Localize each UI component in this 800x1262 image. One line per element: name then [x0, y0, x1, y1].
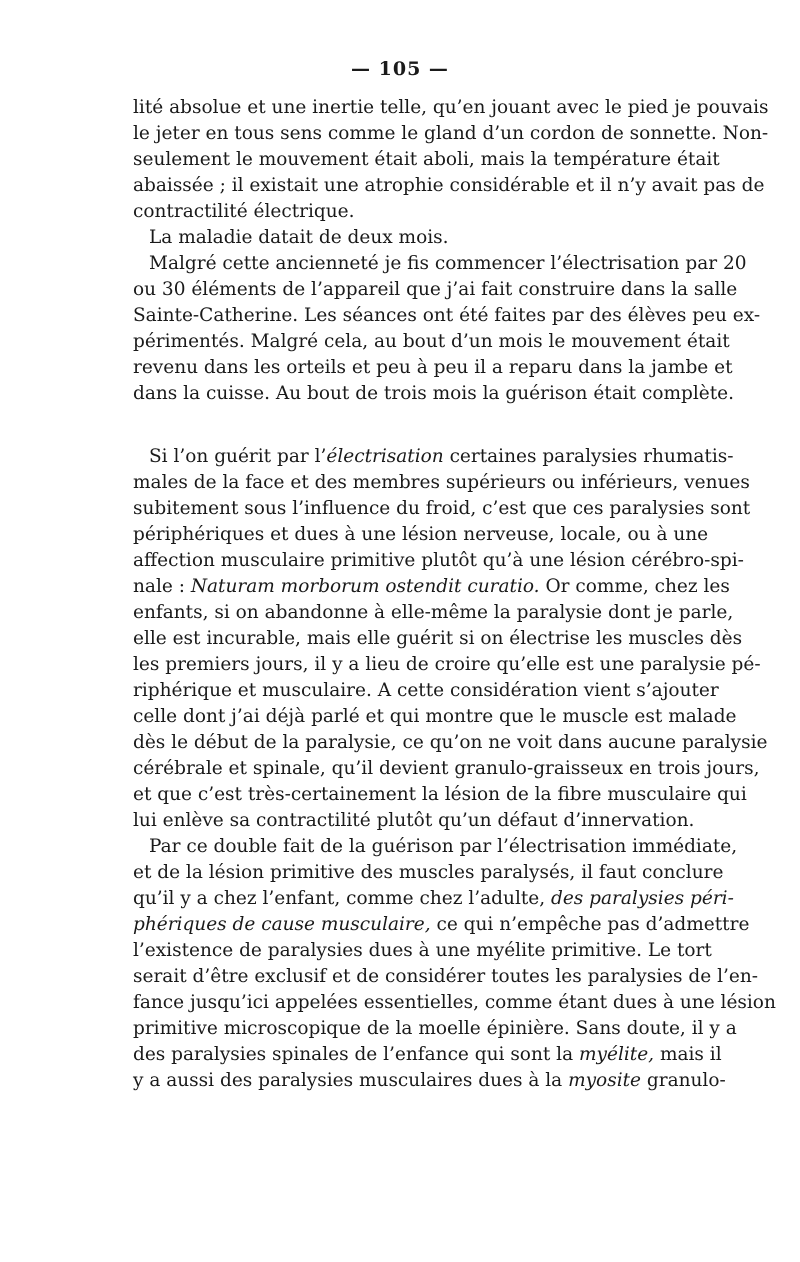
italic-text: électrisation: [326, 446, 444, 467]
text-block-bottom: [133, 444, 776, 1094]
text-line: [133, 381, 734, 407]
text-segment: et de la lésion primitive des muscles paralysés, il faut conclure: [133, 862, 724, 883]
text-segment: enfants, si on abandonne à elle-même la paralysie dont je parle,: [133, 602, 734, 623]
text-segment: dès le début de la paralysie, ce qu’on ne voit dans aucune paralysie: [133, 732, 768, 753]
text-line: [133, 704, 737, 730]
text-line: [133, 277, 738, 303]
text-segment: mais il: [654, 1044, 722, 1065]
text-line: [133, 964, 759, 990]
text-segment: des paralysies spinales de l’enfance qui sont la: [133, 1044, 580, 1065]
text-line: [133, 1068, 726, 1094]
text-segment: affection musculaire primitive plutôt qu’à une lésion cérébro-spi-: [133, 550, 744, 571]
text-segment: riphérique et musculaire. A cette considération vient s’ajouter: [133, 680, 719, 701]
text-segment: granulo-: [641, 1070, 726, 1091]
text-segment: périmentés. Malgré cela, au bout d’un mois le mouvement était: [133, 331, 730, 352]
text-segment: primitive microscopique de la moelle épinière. Sans doute, il y a: [133, 1018, 737, 1039]
page-number: — 105 —: [351, 58, 449, 80]
text-segment: cérébrale et spinale, qu’il devient granulo-graisseux en trois jours,: [133, 758, 760, 779]
text-segment: La maladie datait de deux mois.: [149, 227, 449, 248]
text-line: [133, 678, 719, 704]
text-segment: fance jusqu’ici appelées essentielles, comme étant dues à une lésion: [133, 992, 776, 1013]
paragraph: [133, 834, 776, 1094]
text-line: [133, 225, 681, 251]
text-segment: dans la cuisse. Au bout de trois mois la guérison était complète.: [133, 383, 734, 404]
italic-text: phériques de cause musculaire,: [133, 914, 431, 935]
text-line: [133, 303, 761, 329]
text-line: [133, 834, 738, 860]
paragraph: [133, 225, 681, 251]
text-segment: nale :: [133, 576, 191, 597]
text-segment: contractilité électrique.: [133, 201, 355, 222]
text-line: [133, 147, 720, 173]
text-line: [133, 121, 769, 147]
text-segment: Si l’on guérit par l’: [149, 446, 327, 467]
text-line: [133, 1016, 737, 1042]
text-line: [133, 251, 747, 277]
text-segment: ce qui n’empêche pas d’admettre: [430, 914, 750, 935]
text-block-top: [133, 95, 769, 407]
text-line: [133, 860, 724, 886]
text-line: [133, 173, 765, 199]
text-segment: Malgré cette ancienneté je fis commencer l’électrisation par 20: [149, 253, 747, 274]
text-segment: lui enlève sa contractilité plutôt qu’un défaut d’innervation.: [133, 810, 695, 831]
italic-text: myosite: [568, 1070, 641, 1091]
text-line: [133, 1042, 722, 1068]
text-segment: revenu dans les orteils et peu à peu il a reparu dans la jambe et: [133, 357, 733, 378]
text-line: [133, 600, 734, 626]
text-segment: certaines paralysies rhumatis-: [443, 446, 734, 467]
text-segment: seulement le mouvement était aboli, mais la température était: [133, 149, 720, 170]
italic-text: des paralysies péri-: [551, 888, 734, 909]
text-line: [133, 756, 760, 782]
text-segment: l’existence de paralysies dues à une myélite primitive. Le tort: [133, 940, 712, 961]
text-segment: abaissée ; il existait une atrophie considérable et il n’y avait pas de: [133, 175, 765, 196]
text-line: [133, 938, 712, 964]
text-line: [133, 912, 750, 938]
text-segment: périphériques et dues à une lésion nerveuse, locale, ou à une: [133, 524, 709, 545]
text-line: [133, 548, 744, 574]
text-segment: elle est incurable, mais elle guérit si on électrise les muscles dès: [133, 628, 743, 649]
text-segment: serait d’être exclusif et de considérer toutes les paralysies de l’en-: [133, 966, 759, 987]
text-segment: Par ce double fait de la guérison par l’électrisation immédiate,: [149, 836, 738, 857]
text-segment: celle dont j’ai déjà parlé et qui montre que le muscle est malade: [133, 706, 737, 727]
text-segment: le jeter en tous sens comme le gland d’un cordon de sonnette. Non-: [133, 123, 769, 144]
text-line: [133, 886, 734, 912]
text-line: [133, 199, 681, 225]
text-segment: Or comme, chez les: [539, 576, 730, 597]
text-line: [133, 730, 768, 756]
paragraph: [133, 251, 761, 407]
text-line: [133, 496, 751, 522]
italic-text: myélite,: [579, 1044, 655, 1065]
text-segment: Sainte-Catherine. Les séances ont été faites par des élèves peu ex-: [133, 305, 761, 326]
text-line: [133, 329, 730, 355]
text-line: [133, 355, 733, 381]
text-line: [133, 95, 769, 121]
text-segment: y a aussi des paralysies musculaires dues à la: [133, 1070, 569, 1091]
text-segment: et que c’est très-certainement la lésion de la fibre musculaire qui: [133, 784, 747, 805]
text-segment: males de la face et des membres supérieurs ou inférieurs, venues: [133, 472, 750, 493]
text-line: [133, 574, 730, 600]
text-line: [133, 782, 747, 808]
italic-text: Naturam morborum ostendit curatio.: [190, 576, 540, 597]
text-segment: subitement sous l’influence du froid, c’est que ces paralysies sont: [133, 498, 751, 519]
text-line: [133, 626, 743, 652]
text-line: [133, 990, 776, 1016]
paragraph: [133, 444, 768, 834]
text-line: [133, 470, 750, 496]
paragraph: [133, 95, 769, 225]
text-segment: qu’il y a chez l’enfant, comme chez l’adulte,: [133, 888, 552, 909]
text-segment: lité absolue et une inertie telle, qu’en jouant avec le pied je pouvais: [133, 97, 769, 118]
text-segment: les premiers jours, il y a lieu de croire qu’elle est une paralysie pé-: [133, 654, 761, 675]
text-line: [133, 522, 709, 548]
text-line: [133, 652, 761, 678]
text-line: [133, 444, 734, 470]
text-segment: ou 30 éléments de l’appareil que j’ai fait construire dans la salle: [133, 279, 738, 300]
text-line: [133, 808, 695, 834]
